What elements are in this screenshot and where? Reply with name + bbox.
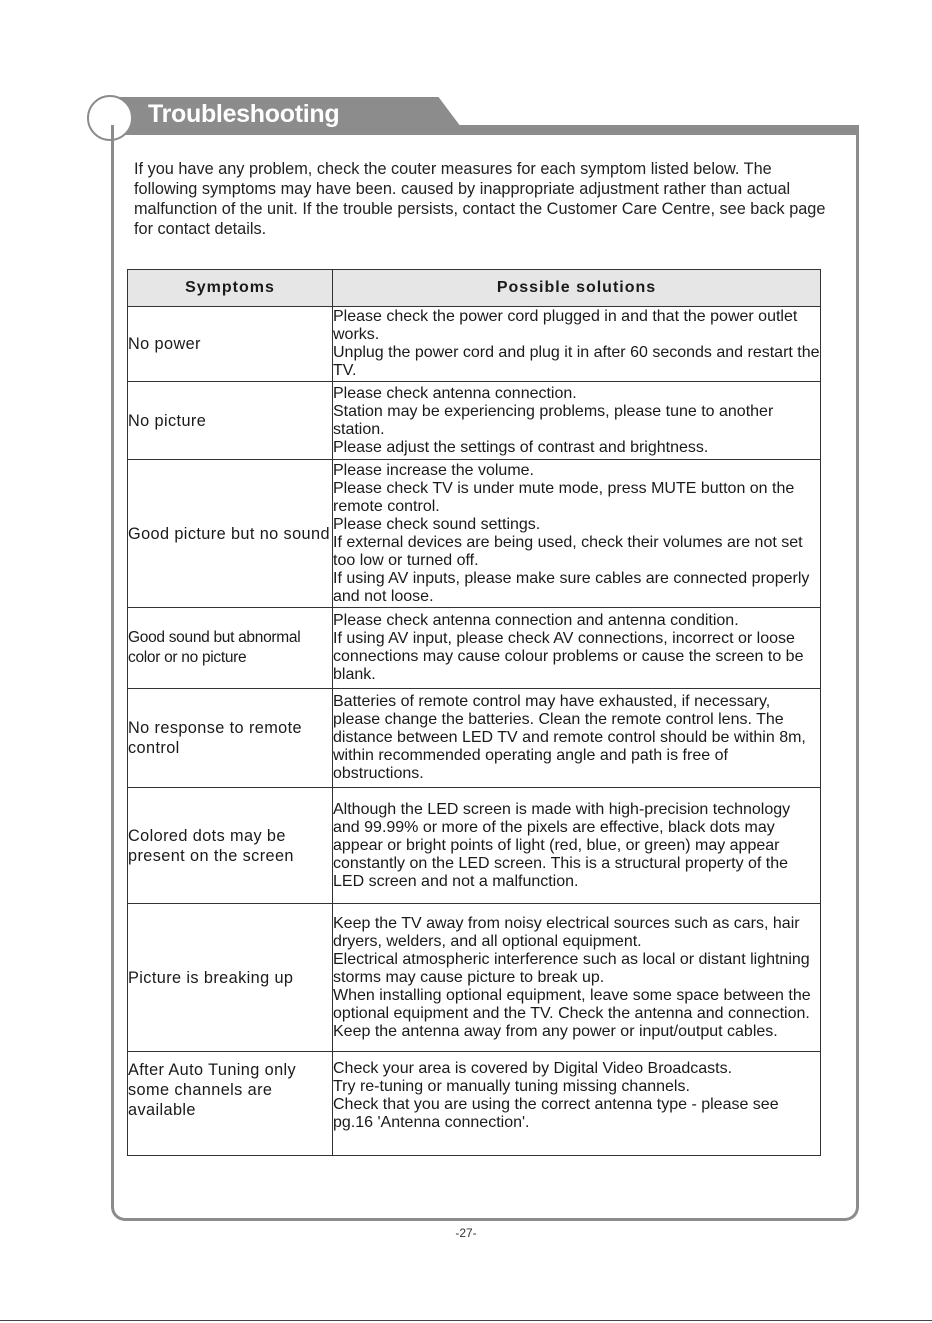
symptom-cell: Good sound but abnormal color or no picture <box>128 608 333 689</box>
solution-line: If external devices are being used, check their volumes are not set too low or turned off. <box>333 533 803 569</box>
solution-cell <box>333 382 821 460</box>
solution-line: Batteries of remote control may have exhausted, if necessary, please change the batteries. Clean the remote control lens. The distance between LED TV and remote control should be within 8m, within recommended operating angle and path is free of obstructions. <box>333 693 806 782</box>
solution-line: Unplug the power cord and plug it in after 60 seconds and restart the TV. <box>333 344 820 379</box>
symptom-cell: No response to remote control <box>128 689 333 788</box>
table-row <box>128 307 821 382</box>
solution-line: Please increase the volume. <box>333 461 534 479</box>
symptom-cell: Colored dots may be present on the screen <box>128 788 333 904</box>
solution-line: Please check TV is under mute mode, press MUTE button on the remote control. <box>333 479 795 515</box>
table-row <box>128 689 821 788</box>
table-row <box>128 608 821 689</box>
solution-cell <box>333 460 821 608</box>
symptom-cell: After Auto Tuning only some channels are available <box>128 1052 333 1156</box>
solution-line: Check your area is covered by Digital Video Broadcasts. <box>333 1060 733 1077</box>
symptom-cell: Good picture but no sound <box>128 460 333 608</box>
table-row <box>128 1052 821 1156</box>
solution-line: Electrical atmospheric interference such as local or distant lightning storms may cause picture to break up. <box>333 950 810 986</box>
solution-line: Station may be experiencing problems, please tune to another station. <box>333 402 774 438</box>
solution-line: Check that you are using the correct antenna type - please see pg.16 'Antenna connection'. <box>333 1096 779 1131</box>
bottom-rule <box>0 1320 932 1321</box>
table-row <box>128 904 821 1052</box>
symptoms-header: Symptoms <box>128 270 333 307</box>
solution-cell <box>333 788 821 904</box>
solution-line: If using AV input, please check AV connections, incorrect or loose connections may cause colour problems or cause the screen to be blank. <box>333 630 804 683</box>
solution-line: When installing optional equipment, leave some space between the optional equipment and the TV. Check the antenna and connection. Keep the antenna away from any power or input/output cables. <box>333 986 811 1040</box>
solution-line: Please adjust the settings of contrast and brightness. <box>333 438 709 456</box>
solution-line: Please check the power cord plugged in and that the power outlet works. <box>333 308 798 343</box>
solution-line: Try re-tuning or manually tuning missing channels. <box>333 1078 690 1095</box>
intro-paragraph: If you have any problem, check the couter measures for each symptom listed below. The following symptoms may have been. caused by inappropriate adjustment rather than actual malfunction of the unit. If the trouble persists, contact the Customer Care Centre, see back page for contact details. <box>134 160 826 238</box>
solution-cell <box>333 1052 821 1156</box>
solutions-header: Possible solutions <box>333 270 821 307</box>
solution-cell <box>333 608 821 689</box>
troubleshooting-table <box>127 269 821 1156</box>
symptom-cell: Picture is breaking up <box>128 904 333 1052</box>
table-row <box>128 460 821 608</box>
symptom-cell: No picture <box>128 382 333 460</box>
solution-line: Please check antenna connection and antenna condition. <box>333 612 739 629</box>
solution-line: Although the LED screen is made with high-precision technology and 99.99% or more of the pixels are effective, black dots may appear or bright points of light (red, blue, or green) may appear constantly on the LED screen. This is a structural property of the LED screen and not a malfunction. <box>333 800 791 890</box>
solution-cell <box>333 307 821 382</box>
table-header-row <box>128 270 821 307</box>
solution-cell <box>333 689 821 788</box>
solution-line: Keep the TV away from noisy electrical sources such as cars, hair dryers, welders, and all optional equipment. <box>333 914 800 950</box>
solution-cell <box>333 904 821 1052</box>
symptom-cell: No power <box>128 307 333 382</box>
solution-line: Please check antenna connection. <box>333 384 577 402</box>
page-title: Troubleshooting <box>148 100 340 128</box>
table-row <box>128 788 821 904</box>
solution-line: Please check sound settings. <box>333 515 541 533</box>
solution-line: If using AV inputs, please make sure cables are connected properly and not loose. <box>333 569 810 605</box>
table-row <box>128 382 821 460</box>
page-number: -27- <box>455 1226 477 1240</box>
